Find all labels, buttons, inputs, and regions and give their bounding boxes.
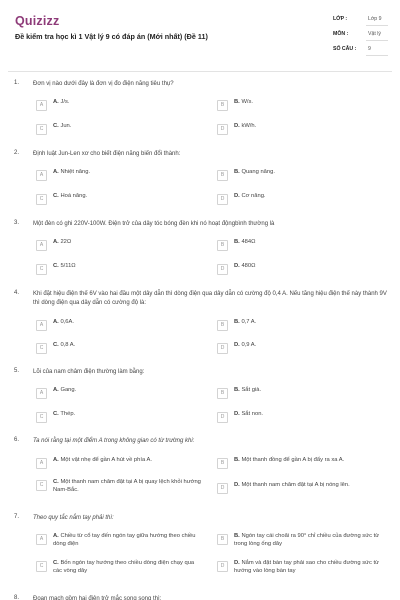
header-divider: [8, 71, 392, 72]
count-value: 9: [368, 46, 371, 52]
document-title: Đề kiểm tra học kì 1 Vật lý 9 có đáp án (Mới nhất) (Đề 11): [15, 32, 208, 41]
option-key: B.: [234, 387, 240, 393]
question-number: 4.: [14, 290, 20, 296]
question-number: 5.: [14, 368, 20, 374]
option-key: C.: [53, 560, 59, 566]
option-text: Sắt non.: [241, 411, 264, 417]
option-letter: A: [36, 240, 47, 251]
option-b[interactable]: [217, 386, 392, 404]
subject-underline: [366, 40, 388, 41]
option-key: D.: [234, 560, 240, 566]
question-number: 7.: [14, 514, 20, 520]
option-letter: D: [217, 483, 228, 494]
question-number: 8.: [14, 595, 20, 600]
option-key: B.: [234, 319, 240, 325]
option-key: C.: [53, 479, 59, 485]
class-label: LỚP :: [333, 16, 348, 22]
option-c[interactable]: [36, 192, 206, 210]
option-letter: A: [36, 170, 47, 181]
option-text: Bốn ngón tay hướng theo chiều dòng điện chạy qua các vòng dây: [53, 560, 195, 574]
option-key: A.: [53, 99, 59, 105]
option-c[interactable]: [36, 262, 206, 280]
option-key: D.: [234, 123, 240, 129]
option-letter: B: [217, 240, 228, 251]
option-key: B.: [234, 239, 240, 245]
option-text: 0,9 A.: [241, 342, 257, 348]
option-text: Hoá năng.: [60, 193, 88, 199]
question-number: 3.: [14, 220, 20, 226]
quizizz-logo[interactable]: Quizizz: [15, 14, 60, 28]
question-text: Đơn vị nào dưới đây là đơn vị đo điện năng tiêu thụ?: [33, 81, 174, 87]
option-letter: C: [36, 480, 47, 491]
option-d[interactable]: [217, 559, 392, 577]
option-key: A.: [53, 533, 59, 539]
class-value: Lớp 9: [368, 16, 382, 22]
question-number: 1.: [14, 80, 20, 86]
question-number: 6.: [14, 437, 20, 443]
option-key: D.: [234, 193, 240, 199]
option-b[interactable]: [217, 456, 392, 474]
option-d[interactable]: [217, 192, 392, 210]
option-c[interactable]: [36, 410, 206, 428]
option-key: D.: [234, 482, 240, 488]
option-a[interactable]: [36, 532, 206, 550]
option-a[interactable]: [36, 98, 206, 116]
option-letter: B: [217, 388, 228, 399]
option-text: W/s.: [241, 99, 254, 105]
option-c[interactable]: [36, 122, 206, 140]
option-text: 480Ω: [241, 263, 256, 269]
option-letter: A: [36, 458, 47, 469]
option-a[interactable]: [36, 168, 206, 186]
option-letter: C: [36, 194, 47, 205]
option-key: D.: [234, 411, 240, 417]
option-text: Quang năng.: [241, 169, 275, 175]
option-text: Một thanh đồng để gần A bị đẩy ra xa A.: [241, 457, 345, 463]
option-letter: A: [36, 534, 47, 545]
option-letter: D: [217, 124, 228, 135]
option-a[interactable]: [36, 238, 206, 256]
option-key: A.: [53, 169, 59, 175]
question-text: Ta nói rằng tại một điểm A trong không gian có từ trường khi:: [33, 438, 195, 444]
option-text: Jun.: [60, 123, 72, 129]
option-text: Nắm và đặt bàn tay phải sao cho chiều đường sức từ hướng vào lòng bàn tay: [234, 560, 380, 574]
option-key: A.: [53, 387, 59, 393]
option-d[interactable]: [217, 122, 392, 140]
question-number: 2.: [14, 150, 20, 156]
option-key: D.: [234, 263, 240, 269]
option-key: B.: [234, 169, 240, 175]
option-key: B.: [234, 533, 240, 539]
option-letter: D: [217, 194, 228, 205]
option-b[interactable]: [217, 532, 392, 550]
option-letter: C: [36, 561, 47, 572]
option-letter: A: [36, 100, 47, 111]
option-letter: C: [36, 264, 47, 275]
question-text: Lõi của nam châm điện thường làm bằng:: [33, 369, 145, 375]
meta-subject: [333, 29, 388, 41]
option-letter: A: [36, 320, 47, 331]
option-d[interactable]: [217, 410, 392, 428]
option-text: Gang.: [60, 387, 77, 393]
option-letter: C: [36, 124, 47, 135]
option-letter: D: [217, 561, 228, 572]
class-underline: [366, 25, 388, 26]
option-text: Sắt già.: [241, 387, 262, 393]
option-letter: B: [217, 100, 228, 111]
option-key: C.: [53, 193, 59, 199]
option-text: Cơ năng.: [241, 193, 266, 199]
worksheet-header: [0, 0, 400, 68]
option-c[interactable]: [36, 341, 206, 359]
option-letter: B: [217, 320, 228, 331]
question-text: Một đèn có ghi 220V-100W. Điện trở của dây tóc bóng đèn khi nó hoạt độngbình thường là: [33, 221, 275, 227]
option-letter: B: [217, 458, 228, 469]
option-text: 0,8 A.: [60, 342, 76, 348]
meta-class: [333, 14, 388, 26]
option-letter: B: [217, 170, 228, 181]
option-letter: A: [36, 388, 47, 399]
option-letter: C: [36, 343, 47, 354]
option-key: C.: [53, 123, 59, 129]
option-text: 22Ω: [60, 239, 72, 245]
count-underline: [366, 55, 388, 56]
option-letter: D: [217, 412, 228, 423]
option-key: A.: [53, 457, 59, 463]
option-b[interactable]: [217, 318, 392, 336]
option-a[interactable]: [36, 386, 206, 404]
option-text: Ngón tay cái choãi ra 90° chỉ chiều của đường sức từ trong lòng ống dây: [234, 533, 380, 547]
option-text: Nhiệt năng.: [60, 169, 91, 175]
option-letter: B: [217, 534, 228, 545]
question-text: Đoạn mạch gồm hai điện trở mắc song song thì:: [33, 596, 162, 600]
option-letter: D: [217, 343, 228, 354]
option-key: A.: [53, 319, 59, 325]
option-b[interactable]: [217, 98, 392, 116]
option-text: J/s.: [60, 99, 70, 105]
option-d[interactable]: [217, 481, 392, 499]
option-text: Chiều từ cổ tay đến ngón tay giữa hướng theo chiều dòng điện: [53, 533, 196, 547]
option-key: C.: [53, 411, 59, 417]
option-key: B.: [234, 99, 240, 105]
question-text: Theo quy tắc nắm tay phải thì:: [33, 515, 114, 521]
subject-label: MÔN :: [333, 31, 349, 37]
option-text: 484Ω: [241, 239, 256, 245]
option-key: A.: [53, 239, 59, 245]
option-a[interactable]: [36, 318, 206, 336]
option-letter: D: [217, 264, 228, 275]
option-d[interactable]: [217, 341, 392, 359]
option-d[interactable]: [217, 262, 392, 280]
option-text: Một vật nhẹ để gần A hút về phía A.: [60, 457, 152, 463]
option-key: D.: [234, 342, 240, 348]
question-text: Định luật Jun-Len xơ cho biết điện năng biến đổi thành:: [33, 151, 181, 157]
option-text: 5/11Ω: [60, 263, 76, 269]
option-key: B.: [234, 457, 240, 463]
option-c[interactable]: [36, 478, 206, 496]
option-text: 0,7 A.: [241, 319, 257, 325]
option-text: 0,6A.: [60, 319, 74, 325]
option-text: Một thanh nam châm đặt tại A bị quay lệch khỏi hướng Nam-Bắc.: [53, 479, 201, 493]
option-text: Một thanh nam châm đặt tại A bị nóng lên.: [241, 482, 350, 488]
question-text: Khi đặt hiệu điện thế 6V vào hai đầu một dây dẫn thì dòng điện qua dây dẫn có cường độ 0,4 A. Nếu tăng hiệu điện thế này thành 9V thì dòng điện qua dây dẫn có cường độ là:: [33, 291, 387, 306]
subject-value: Vật lý: [368, 31, 381, 37]
option-key: C.: [53, 263, 59, 269]
option-b[interactable]: [217, 238, 392, 256]
option-letter: C: [36, 412, 47, 423]
option-c[interactable]: [36, 559, 206, 577]
option-text: kW/h.: [241, 123, 257, 129]
option-a[interactable]: [36, 456, 206, 474]
count-label: SỐ CÂU :: [333, 46, 357, 52]
option-key: C.: [53, 342, 59, 348]
meta-count: [333, 44, 388, 56]
option-text: Thép.: [60, 411, 76, 417]
option-b[interactable]: [217, 168, 392, 186]
